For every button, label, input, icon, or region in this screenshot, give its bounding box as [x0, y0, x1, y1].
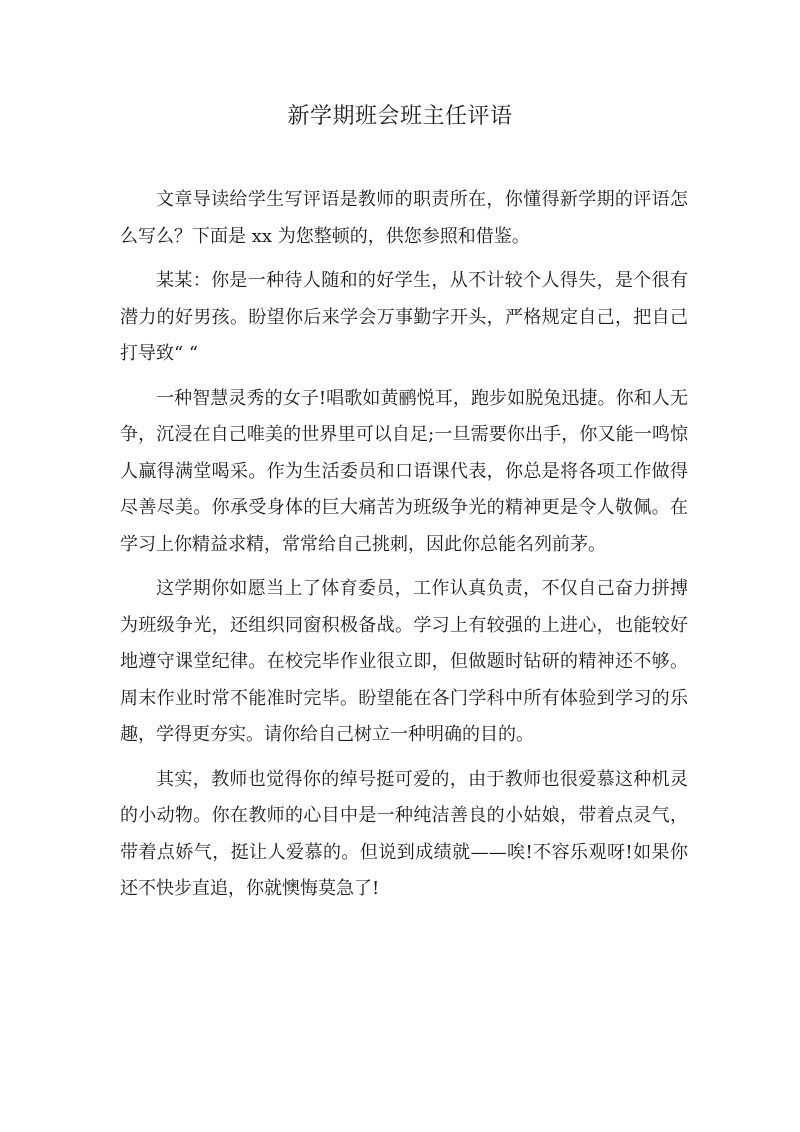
paragraph-comment-4: 其实，教师也觉得你的绰号挺可爱的，由于教师也很爱慕这种机灵的小动物。你在教师的心目中是一种纯洁善良的小姑娘，带着点灵气，带着点娇气，挺让人爱慕的。但说到成绩就——唉!不容乐观呀!如果你还不快步直追，你就懊悔莫急了! [120, 768, 688, 899]
document-body [120, 182, 688, 916]
paragraph-comment-1: 某某：你是一种待人随和的好学生，从不计较个人得失，是个很有潜力的好男孩。盼望你后来学会万事勤字开头，严格规定自己，把自己打导致“ “ [120, 270, 688, 364]
document-title: 新学期班会班主任评语 [287, 104, 513, 129]
paragraph-comment-3: 这学期你如愿当上了体育委员，工作认真负责，不仅自己奋力拼搏为班级争光，还组织同窗积极备战。学习上有较强的上进心，也能较好地遵守课堂纪律。在校完毕作业很立即，但做题时钻研的精神还不够。周末作业时常不能准时完毕。盼望能在各门学科中所有体验到学习的乐趣，学得更夯实。请你给自己树立一种明确的目的。 [120, 578, 688, 745]
paragraph-intro: 文章导读给学生写评语是教师的职责所在，你懂得新学期的评语怎么写么？下面是 xx 为您整顿的，供您参照和借鉴。 [120, 189, 688, 247]
paragraph-comment-2: 一种智慧灵秀的女子!唱歌如黄鹂悦耳，跑步如脱兔迅捷。你和人无争，沉浸在自己唯美的世界里可以自足;一旦需要你出手，你又能一鸣惊人赢得满堂喝采。作为生活委员和口语课代表，你总是将各项工作做得尽善尽美。你承受身体的巨大痛苦为班级争光的精神更是令人敬佩。在学习上你精益求精，常常给自己挑刺，因此你总能名列前茅。 [120, 387, 688, 555]
